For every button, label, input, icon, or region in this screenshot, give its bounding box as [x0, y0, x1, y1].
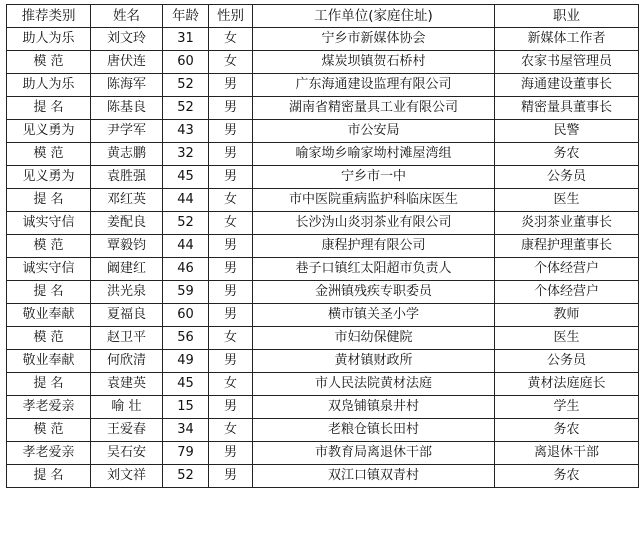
cell-gender: 男 — [209, 143, 253, 166]
cell-workplace: 黄材镇财政所 — [253, 350, 495, 373]
header-row — [7, 5, 639, 28]
cell-occupation: 康程护理董事长 — [495, 235, 639, 258]
cell-occupation: 务农 — [495, 143, 639, 166]
table-row — [7, 189, 639, 212]
cell-workplace: 市教育局离退休干部 — [253, 442, 495, 465]
cell-name: 阚建红 — [91, 258, 163, 281]
table-row — [7, 327, 639, 350]
cell-workplace: 市中医院重病监护科临床医生 — [253, 189, 495, 212]
cell-category: 诚实守信 — [7, 258, 91, 281]
cell-gender: 男 — [209, 396, 253, 419]
cell-occupation: 炎羽茶业董事长 — [495, 212, 639, 235]
table-row — [7, 419, 639, 442]
cell-workplace: 双江口镇双青村 — [253, 465, 495, 488]
cell-name: 吴石安 — [91, 442, 163, 465]
cell-occupation: 学生 — [495, 396, 639, 419]
cell-workplace: 巷子口镇红太阳超市负责人 — [253, 258, 495, 281]
cell-workplace: 长沙沩山炎羽茶业有限公司 — [253, 212, 495, 235]
cell-category: 孝老爱亲 — [7, 396, 91, 419]
cell-age: 45 — [163, 166, 209, 189]
cell-category: 模 范 — [7, 143, 91, 166]
table-row — [7, 51, 639, 74]
cell-occupation: 个体经营户 — [495, 258, 639, 281]
cell-age: 43 — [163, 120, 209, 143]
cell-gender: 男 — [209, 281, 253, 304]
cell-category: 敬业奉献 — [7, 350, 91, 373]
cell-occupation: 教师 — [495, 304, 639, 327]
cell-workplace: 宁乡市一中 — [253, 166, 495, 189]
cell-workplace: 宁乡市新媒体协会 — [253, 28, 495, 51]
cell-name: 喻 壮 — [91, 396, 163, 419]
cell-category: 提 名 — [7, 281, 91, 304]
table-row — [7, 120, 639, 143]
cell-occupation: 个体经营户 — [495, 281, 639, 304]
cell-workplace: 湖南省精密量具工业有限公司 — [253, 97, 495, 120]
table-row — [7, 28, 639, 51]
table-row — [7, 350, 639, 373]
cell-age: 44 — [163, 235, 209, 258]
cell-age: 56 — [163, 327, 209, 350]
cell-age: 60 — [163, 304, 209, 327]
cell-occupation: 民警 — [495, 120, 639, 143]
cell-category: 模 范 — [7, 327, 91, 350]
cell-name: 袁胜强 — [91, 166, 163, 189]
cell-workplace: 老粮仓镇长田村 — [253, 419, 495, 442]
cell-age: 52 — [163, 97, 209, 120]
cell-workplace: 金洲镇残疾专职委员 — [253, 281, 495, 304]
cell-name: 姜配良 — [91, 212, 163, 235]
cell-gender: 男 — [209, 166, 253, 189]
cell-name: 王爱春 — [91, 419, 163, 442]
cell-gender: 男 — [209, 465, 253, 488]
recommendation-list-page — [6, 4, 638, 488]
cell-category: 孝老爱亲 — [7, 442, 91, 465]
header-workplace: 工作单位(家庭住址) — [253, 5, 495, 28]
cell-age: 15 — [163, 396, 209, 419]
cell-workplace: 横市镇关圣小学 — [253, 304, 495, 327]
cell-category: 提 名 — [7, 189, 91, 212]
cell-occupation: 务农 — [495, 419, 639, 442]
cell-workplace: 煤炭坝镇贺石桥村 — [253, 51, 495, 74]
cell-occupation: 务农 — [495, 465, 639, 488]
cell-gender: 男 — [209, 304, 253, 327]
table-row — [7, 258, 639, 281]
cell-name: 刘文玲 — [91, 28, 163, 51]
cell-name: 袁建英 — [91, 373, 163, 396]
cell-category: 提 名 — [7, 97, 91, 120]
cell-name: 夏福良 — [91, 304, 163, 327]
cell-category: 提 名 — [7, 373, 91, 396]
table-row — [7, 143, 639, 166]
cell-gender: 女 — [209, 51, 253, 74]
cell-occupation: 新媒体工作者 — [495, 28, 639, 51]
cell-age: 49 — [163, 350, 209, 373]
table-row — [7, 396, 639, 419]
cell-category: 模 范 — [7, 51, 91, 74]
cell-occupation: 黄材法庭庭长 — [495, 373, 639, 396]
cell-workplace: 康程护理有限公司 — [253, 235, 495, 258]
cell-gender: 男 — [209, 74, 253, 97]
cell-occupation: 海通建设董事长 — [495, 74, 639, 97]
cell-gender: 男 — [209, 97, 253, 120]
table-header — [7, 5, 639, 28]
cell-name: 赵卫平 — [91, 327, 163, 350]
table-row — [7, 212, 639, 235]
cell-name: 尹学军 — [91, 120, 163, 143]
cell-workplace: 市人民法院黄材法庭 — [253, 373, 495, 396]
recommendation-table — [6, 4, 639, 488]
cell-category: 见义勇为 — [7, 120, 91, 143]
cell-gender: 男 — [209, 120, 253, 143]
cell-name: 陈基良 — [91, 97, 163, 120]
header-category: 推荐类别 — [7, 5, 91, 28]
table-row — [7, 74, 639, 97]
cell-age: 31 — [163, 28, 209, 51]
cell-gender: 男 — [209, 235, 253, 258]
cell-workplace: 市妇幼保健院 — [253, 327, 495, 350]
table-row — [7, 373, 639, 396]
cell-gender: 男 — [209, 442, 253, 465]
cell-name: 刘文祥 — [91, 465, 163, 488]
cell-occupation: 医生 — [495, 327, 639, 350]
cell-age: 32 — [163, 143, 209, 166]
table-row — [7, 442, 639, 465]
cell-category: 模 范 — [7, 235, 91, 258]
cell-age: 46 — [163, 258, 209, 281]
cell-age: 79 — [163, 442, 209, 465]
cell-gender: 男 — [209, 258, 253, 281]
cell-workplace: 双凫铺镇泉井村 — [253, 396, 495, 419]
cell-age: 60 — [163, 51, 209, 74]
cell-age: 59 — [163, 281, 209, 304]
table-row — [7, 304, 639, 327]
cell-gender: 男 — [209, 350, 253, 373]
table-row — [7, 166, 639, 189]
table-row — [7, 281, 639, 304]
cell-category: 助人为乐 — [7, 28, 91, 51]
cell-gender: 女 — [209, 189, 253, 212]
header-age: 年龄 — [163, 5, 209, 28]
header-gender: 性别 — [209, 5, 253, 28]
cell-workplace: 广东海通建设监理有限公司 — [253, 74, 495, 97]
cell-workplace: 市公安局 — [253, 120, 495, 143]
cell-occupation: 农家书屋管理员 — [495, 51, 639, 74]
cell-name: 陈海军 — [91, 74, 163, 97]
header-occupation: 职业 — [495, 5, 639, 28]
cell-age: 44 — [163, 189, 209, 212]
table-body — [7, 28, 639, 488]
cell-category: 诚实守信 — [7, 212, 91, 235]
cell-gender: 女 — [209, 327, 253, 350]
cell-category: 提 名 — [7, 465, 91, 488]
table-row — [7, 235, 639, 258]
cell-category: 模 范 — [7, 419, 91, 442]
cell-category: 见义勇为 — [7, 166, 91, 189]
table-row — [7, 97, 639, 120]
cell-occupation: 公务员 — [495, 350, 639, 373]
cell-occupation: 离退休干部 — [495, 442, 639, 465]
cell-gender: 女 — [209, 28, 253, 51]
cell-name: 何欣清 — [91, 350, 163, 373]
cell-name: 黄志鹏 — [91, 143, 163, 166]
cell-category: 助人为乐 — [7, 74, 91, 97]
cell-age: 52 — [163, 465, 209, 488]
cell-name: 唐伏连 — [91, 51, 163, 74]
cell-gender: 女 — [209, 373, 253, 396]
cell-occupation: 医生 — [495, 189, 639, 212]
cell-occupation: 精密量具董事长 — [495, 97, 639, 120]
cell-name: 洪光泉 — [91, 281, 163, 304]
cell-gender: 女 — [209, 419, 253, 442]
cell-name: 邓红英 — [91, 189, 163, 212]
cell-workplace: 喻家坳乡喻家坳村滩屋湾组 — [253, 143, 495, 166]
cell-age: 45 — [163, 373, 209, 396]
cell-age: 52 — [163, 212, 209, 235]
cell-occupation: 公务员 — [495, 166, 639, 189]
cell-gender: 女 — [209, 212, 253, 235]
table-row — [7, 465, 639, 488]
header-name: 姓名 — [91, 5, 163, 28]
cell-age: 52 — [163, 74, 209, 97]
cell-name: 覃毅钧 — [91, 235, 163, 258]
cell-age: 34 — [163, 419, 209, 442]
cell-category: 敬业奉献 — [7, 304, 91, 327]
